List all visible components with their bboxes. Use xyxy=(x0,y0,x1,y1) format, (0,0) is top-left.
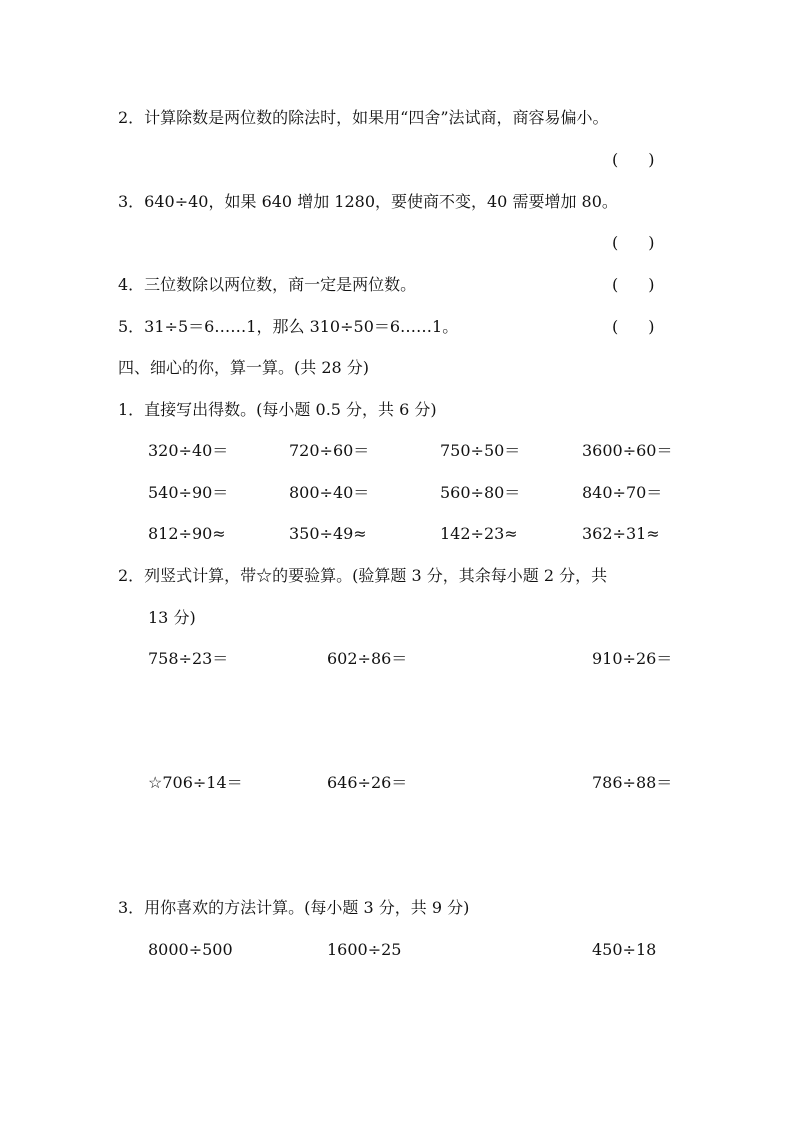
paren-close: ) xyxy=(648,233,655,252)
free-calc-expression: 450÷18 xyxy=(592,940,657,959)
vertical-calc-expression: 758÷23＝ xyxy=(148,649,229,668)
paren-close: ) xyxy=(648,275,655,294)
oral-expression: 362÷31≈ xyxy=(582,524,660,543)
free-calc-expression: 8000÷500 xyxy=(148,940,233,959)
free-calc-expression: 1600÷25 xyxy=(327,940,402,959)
paren-close: ) xyxy=(648,317,655,336)
question-2-text: 2．计算除数是两位数的除法时，如果用“四舍”法试商，商容易偏小。 xyxy=(118,108,609,127)
part1-title: 1．直接写出得数。(每小题 0.5 分，共 6 分) xyxy=(118,400,437,419)
oral-expression: 720÷60＝ xyxy=(289,441,370,460)
part3-title: 3．用你喜欢的方法计算。(每小题 3 分，共 9 分) xyxy=(118,898,470,917)
question-4-text: 4．三位数除以两位数，商一定是两位数。 xyxy=(118,275,417,294)
paren-open: ( xyxy=(612,275,619,294)
vertical-calc-expression: ☆706÷14＝ xyxy=(148,773,243,792)
answer-paren-3[interactable] xyxy=(612,233,655,253)
part2-title-line1: 2．列竖式计算，带☆的要验算。(验算题 3 分，其余每小题 2 分，共 xyxy=(118,566,608,585)
oral-expression: 560÷80＝ xyxy=(440,483,521,502)
vertical-calc-expression: 646÷26＝ xyxy=(327,773,408,792)
oral-expression: 3600÷60＝ xyxy=(582,441,673,460)
answer-paren-4[interactable] xyxy=(612,275,655,295)
answer-paren-5[interactable] xyxy=(612,317,655,337)
paren-open: ( xyxy=(612,233,619,252)
vertical-calc-expression: 910÷26＝ xyxy=(592,649,673,668)
oral-expression: 812÷90≈ xyxy=(148,524,226,543)
oral-expression: 800÷40＝ xyxy=(289,483,370,502)
oral-expression: 750÷50＝ xyxy=(440,441,521,460)
paren-close: ) xyxy=(648,150,655,169)
vertical-calc-expression: 786÷88＝ xyxy=(592,773,673,792)
oral-expression: 540÷90＝ xyxy=(148,483,229,502)
vertical-calc-expression: 602÷86＝ xyxy=(327,649,408,668)
paren-open: ( xyxy=(612,150,619,169)
paren-open: ( xyxy=(612,317,619,336)
oral-expression: 142÷23≈ xyxy=(440,524,518,543)
question-5-text: 5．31÷5＝6……1，那么 310÷50＝6……1。 xyxy=(118,317,459,336)
question-3-text: 3．640÷40，如果 640 增加 1280，要使商不变，40 需要增加 80。 xyxy=(118,192,618,211)
oral-expression: 350÷49≈ xyxy=(289,524,367,543)
part2-title-line2: 13 分) xyxy=(148,608,196,627)
oral-expression: 320÷40＝ xyxy=(148,441,229,460)
answer-paren-2[interactable] xyxy=(612,150,655,170)
oral-expression: 840÷70＝ xyxy=(582,483,663,502)
section-heading: 四、细心的你，算一算。(共 28 分) xyxy=(118,358,370,377)
